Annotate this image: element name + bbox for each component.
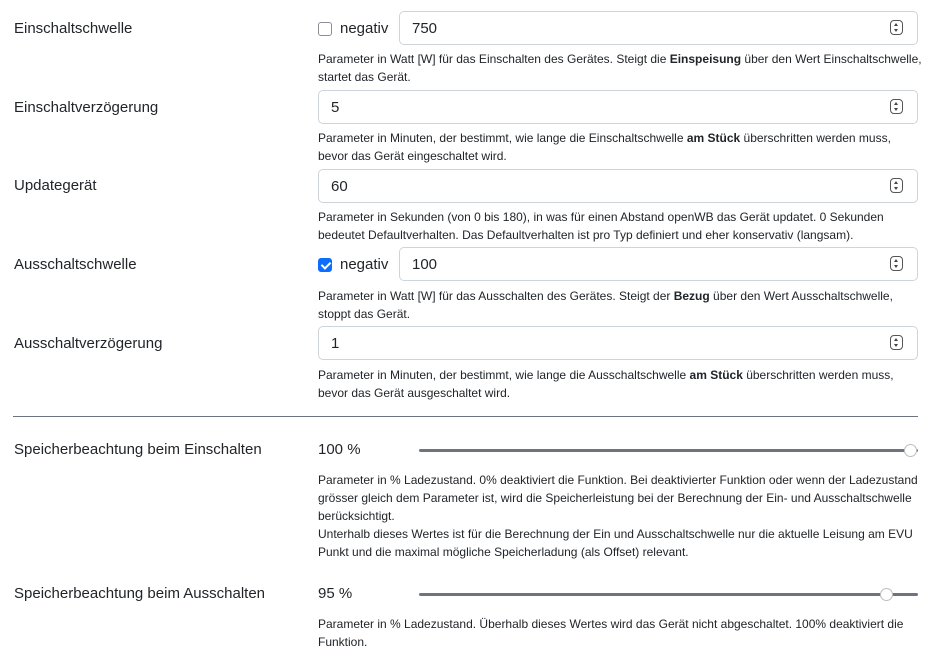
ausschaltverzoegerung-input[interactable] [318, 326, 918, 360]
ausschaltschwelle-negativ-checkbox[interactable] [318, 258, 332, 272]
ausschaltverzoegerung-help: Parameter in Minuten, der bestimmt, wie lange die Ausschaltschwelle am Stück überschritten werden muss, bevor das Gerät ausgeschaltet wird. [318, 368, 894, 400]
einschaltverzoegerung-value: 5 [331, 99, 340, 116]
spinner-icon[interactable] [890, 256, 903, 271]
spinner-icon[interactable] [890, 335, 903, 350]
ausschaltschwelle-value: 100 [412, 256, 438, 273]
einschaltschwelle-value: 750 [412, 20, 438, 37]
einschaltverzoegerung-input[interactable] [318, 90, 918, 124]
updategeraet-input[interactable] [318, 169, 918, 203]
ausschaltverzoegerung-label: Ausschaltverzögerung [14, 335, 163, 352]
ausschaltschwelle-help: Parameter in Watt [W] für das Ausschalten des Gerätes. Steigt der Bezug über den Wert Ausschaltschwelle, stoppt das Gerät. [318, 289, 893, 321]
speicher-ein-help: Parameter in % Ladezustand. 0% deaktiviert die Funktion. Bei deaktivierter Funktion oder wenn der Ladezustand grösser gleich dem Parameter ist, wird die Speicherleistung bei der Berechnung der Ein- und Ausschaltschwelle berücksichtigt. Unterhalb dieses Wertes ist für die Berechnung der Ein und Ausschaltschwelle nur die aktuelle Leisung am EVU Punkt und die maximal mögliche Speicherladung (als Offset) relevant. [318, 473, 918, 559]
einschaltschwelle-negativ-label[interactable]: negativ [340, 20, 389, 37]
updategeraet-value: 60 [331, 178, 348, 195]
speicher-aus-value: 95 % [318, 585, 353, 602]
einschaltschwelle-label: Einschaltschwelle [14, 20, 133, 37]
speicher-ein-value: 100 % [318, 441, 361, 458]
speicher-ein-slider[interactable] [419, 445, 918, 457]
einschaltverzoegerung-help: Parameter in Minuten, der bestimmt, wie lange die Einschaltschwelle am Stück überschritten werden muss, bevor das Gerät eingeschaltet wird. [318, 131, 891, 163]
slider-thumb[interactable] [904, 444, 917, 457]
einschaltschwelle-input[interactable] [399, 11, 918, 45]
slider-track [419, 593, 918, 596]
einschaltschwelle-negativ-checkbox[interactable] [318, 22, 332, 36]
slider-track [419, 449, 918, 452]
speicher-ein-label: Speicherbeachtung beim Einschalten [14, 441, 262, 458]
updategeraet-help: Parameter in Sekunden (von 0 bis 180), in was für einen Abstand openWB das Gerät updatet. 0 Sekunden bedeutet Defaultverhalten. Das Defaultverhalten ist pro Typ definiert und eher konservativ (langsam). [318, 210, 884, 242]
speicher-aus-help: Parameter in % Ladezustand. Überhalb dieses Wertes wird das Gerät nicht abgeschaltet. 100% deaktiviert die Funktion. [318, 617, 904, 649]
updategeraet-label: Updategerät [14, 177, 97, 194]
einschaltverzoegerung-label: Einschaltverzögerung [14, 99, 159, 116]
einschaltschwelle-help: Parameter in Watt [W] für das Einschalten des Gerätes. Steigt die Einspeisung über den Wert Einschaltschwelle, startet das Gerät. [318, 52, 922, 84]
ausschaltschwelle-label: Ausschaltschwelle [14, 256, 137, 273]
ausschaltschwelle-negativ-label[interactable]: negativ [340, 256, 389, 273]
spinner-icon[interactable] [890, 20, 903, 35]
slider-thumb[interactable] [880, 588, 893, 601]
ausschaltschwelle-input[interactable] [399, 247, 918, 281]
spinner-icon[interactable] [890, 99, 903, 114]
section-divider [13, 416, 918, 417]
speicher-aus-slider[interactable] [419, 589, 918, 601]
speicher-aus-label: Speicherbeachtung beim Ausschalten [14, 585, 266, 602]
spinner-icon[interactable] [890, 178, 903, 193]
ausschaltverzoegerung-value: 1 [331, 335, 340, 352]
